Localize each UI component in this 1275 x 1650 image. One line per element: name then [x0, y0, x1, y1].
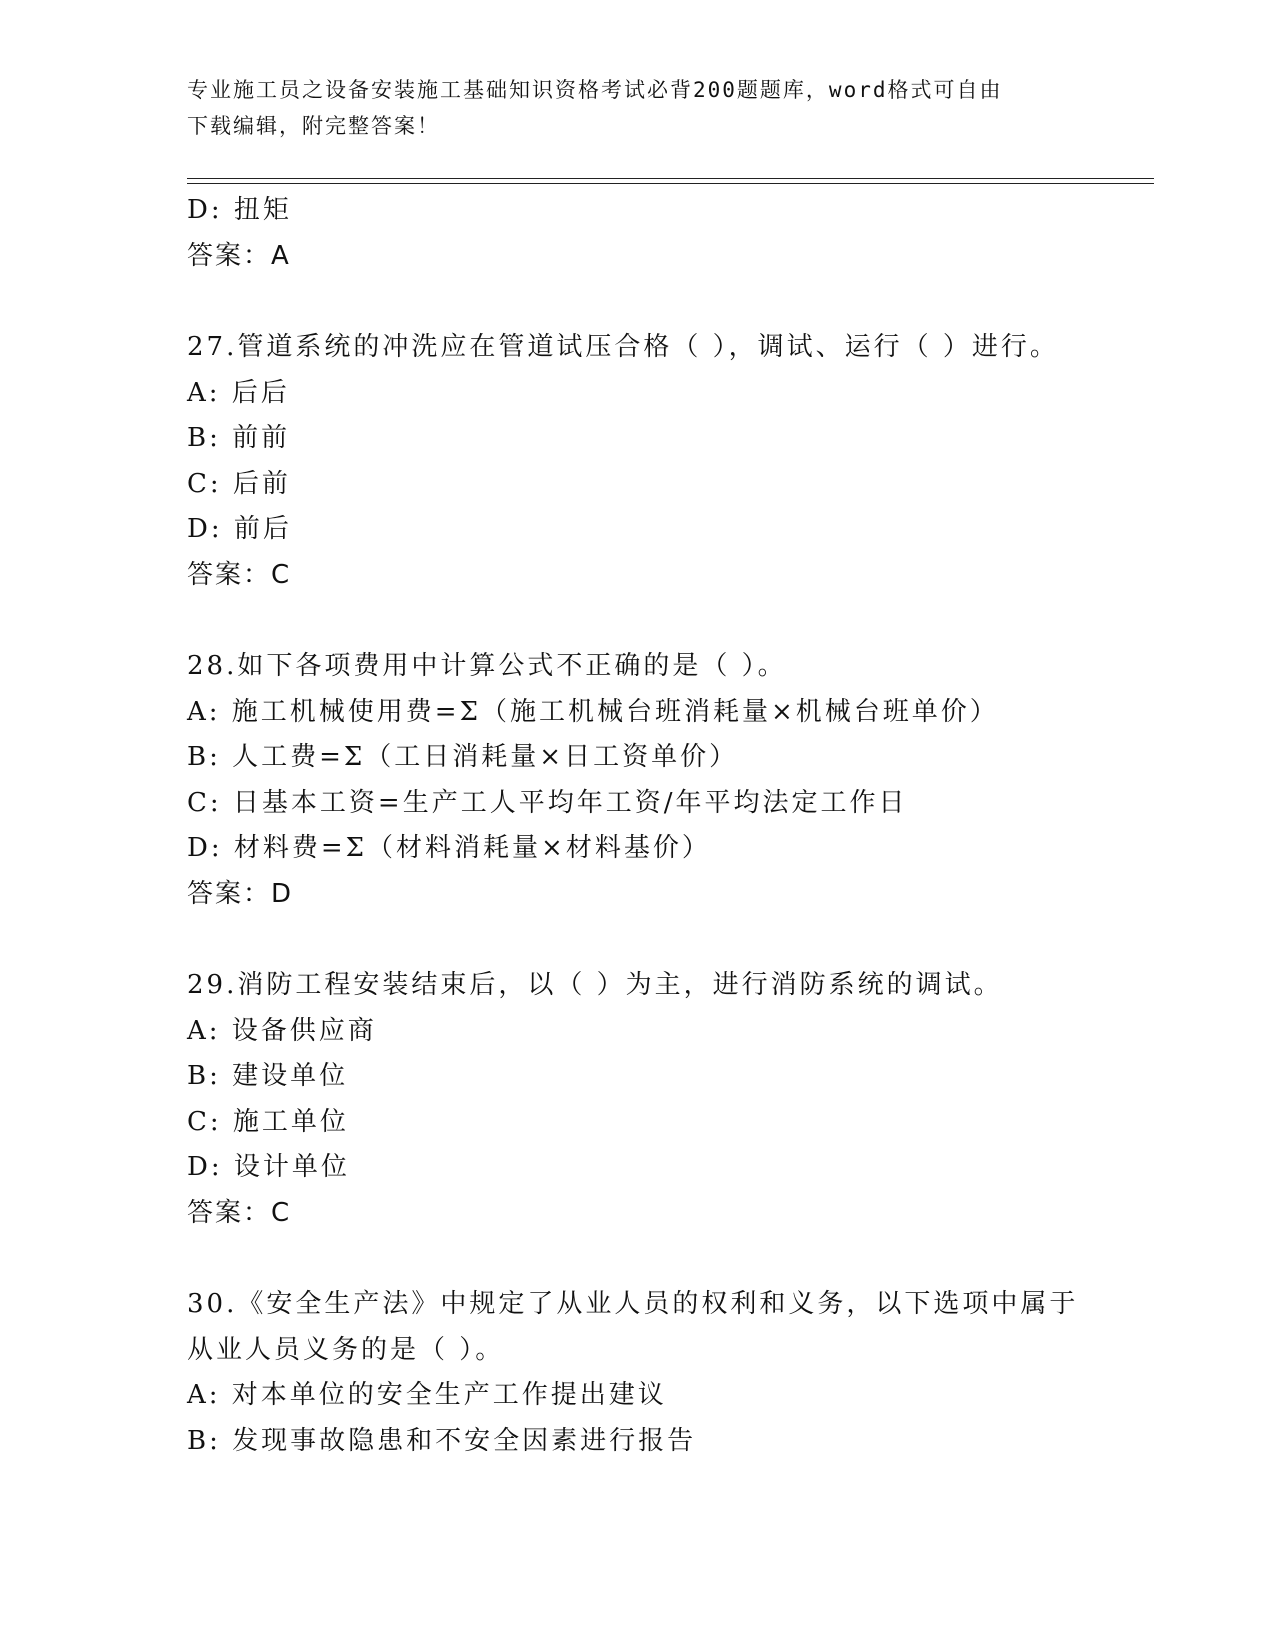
question-stem: 29.消防工程安装结束后，以（ ）为主，进行消防系统的调试。 [187, 970, 1003, 1000]
option-a: A: 对本单位的安全生产工作提出建议 [187, 1380, 667, 1410]
question-stem: 28.如下各项费用中计算公式不正确的是（ ）。 [187, 651, 787, 681]
question-list [187, 188, 1154, 1464]
question-stem-line-1: 30.《安全生产法》中规定了从业人员的权利和义务，以下选项中属于 [187, 1289, 1079, 1319]
answer-line: 答案：C [187, 1197, 292, 1228]
spacer [187, 279, 1154, 325]
option-b: B: 发现事故隐患和不安全因素进行报告 [187, 1425, 697, 1456]
question-stem: 27.管道系统的冲洗应在管道试压合格（ ），调试、运行（ ）进行。 [187, 332, 1059, 362]
option-c: C: 施工单位 [187, 1106, 349, 1137]
answer-line: 答案：D [187, 878, 294, 909]
page-header [187, 72, 1067, 144]
option-b: B: 前前 [187, 423, 291, 453]
option-c: C: 日基本工资=生产工人平均年工资/年平均法定工作日 [187, 787, 908, 818]
option-a: A: 设备供应商 [187, 1015, 377, 1046]
answer-line: 答案：A [187, 240, 291, 271]
spacer [187, 598, 1154, 644]
option-b: B: 人工费=Σ（工日消耗量×日工资单价） [187, 742, 739, 772]
carryover-block [187, 188, 1154, 279]
question-27 [187, 325, 1154, 598]
option-d: D: 设计单位 [187, 1152, 350, 1182]
header-divider-top [187, 178, 1154, 179]
question-29 [187, 963, 1154, 1236]
header-divider-bottom [187, 183, 1154, 184]
option-a: A: 后后 [187, 377, 290, 408]
option-d: D: 材料费=Σ（材料消耗量×材料基价） [187, 833, 711, 863]
header-line-1: 专业施工员之设备安装施工基础知识资格考试必背200题题库，word格式可自由 [187, 78, 1003, 102]
spacer [187, 917, 1154, 963]
spacer [187, 1236, 1154, 1282]
option-b: B: 建设单位 [187, 1061, 349, 1091]
answer-line: 答案：C [187, 559, 292, 590]
option-d: D: 扭矩 [187, 195, 292, 225]
question-stem-line-2: 从业人员义务的是（ ）。 [187, 1334, 505, 1365]
question-28 [187, 644, 1154, 917]
option-a: A: 施工机械使用费=Σ（施工机械台班消耗量×机械台班单价） [187, 696, 999, 727]
question-30 [187, 1282, 1154, 1464]
option-c: C: 后前 [187, 468, 291, 499]
header-line-2: 下载编辑，附完整答案！ [187, 114, 440, 138]
option-d: D: 前后 [187, 514, 292, 544]
